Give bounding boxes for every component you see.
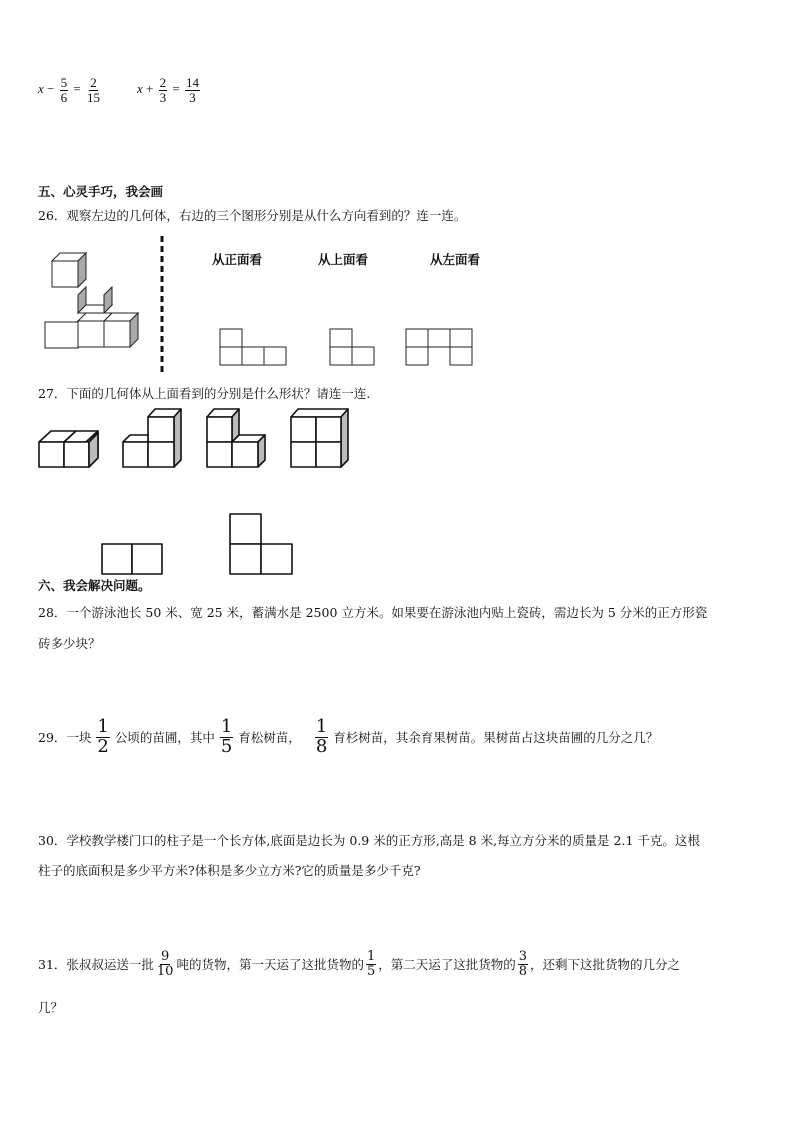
top-view-l-shape [230,514,292,574]
section-5-title: 五、心灵手巧，我会画 [38,184,164,199]
fraction: $\frac{5}{6}$ [60,75,68,105]
question-26: 26．观察左边的几何体，右边的三个图形分别是从什么方向看到的？连一连。 [38,208,467,223]
question-28-line-1: 28．一个游泳池长 50 米、宽 25 米，蓄满水是 2500 立方米。如果要在游泳池内贴上瓷砖，需边长为 5 分米的正方形瓷 [38,605,708,620]
fraction: $\frac{2}{3}$ [159,75,167,105]
question-30-line-2: 柱子的底面积是多少平方米?体积是多少立方米?它的质量是多少千克? [38,863,421,878]
question-30-line-1: 30．学校教学楼门口的柱子是一个长方体,底面是边长为 0.9 米的正方形,高是 8 米,每立方分米的质量是 2.1 千克。这根 [38,833,700,848]
view-label-front: 从正面看 [212,252,263,267]
fraction: $\frac{9}{10}$ [156,949,174,979]
geometric-solid [45,253,138,348]
q27-figure [36,404,376,584]
equation-2: x + $\frac{2}{3}$ = $\frac{14}{3}$ [137,75,199,105]
equation-1: x − $\frac{5}{6}$ = $\frac{2}{15}$ [38,75,100,105]
fraction: $\frac{14}{3}$ [185,75,199,105]
fraction: $\frac{3}{8}$ [518,949,528,979]
fraction: $\frac{1}{5}$ [366,949,376,979]
solid-2 [123,409,181,467]
top-view-shape [330,329,374,365]
question-27: 27．下面的几何体从上面看到的分别是什么形状？请连一连. [38,386,371,401]
fraction: $\frac{1}{2}$ [97,716,109,757]
fraction: $\frac{2}{15}$ [86,75,100,105]
solid-1 [39,431,98,467]
section-6-title: 六、我会解决问题。 [38,578,151,593]
front-view-shape [220,329,286,365]
left-view-shape [406,329,472,365]
question-28-line-2: 砖多少块？ [38,636,101,651]
top-view-two-squares [102,544,162,574]
question-31-line-2: 几？ [38,1000,64,1015]
view-label-top: 从上面看 [318,252,369,267]
fraction: $\frac{1}{5}$ [220,716,233,757]
question-29: 29．一块 $\frac{1}{2}$ 公顷的苗圃，其中 $\frac{1}{5}$ 育松树苗， $\frac{1}{8}$ 育杉树苗，其余育果树苗。果树苗占这块苗圃的几分之几？ [38,716,659,757]
view-label-left: 从左面看 [430,252,481,267]
solid-3 [207,409,265,467]
solid-4 [291,409,348,467]
question-31: 31．张叔叔运送一批 $\frac{9}{10}$ 吨的货物，第一天运了这批货物的 $\frac{1}{5}$ ，第二天运了这批货物的 $\frac{3}{8}$ ，还剩下这批货物的几分之 [38,949,681,979]
fraction: $\frac{1}{8}$ [315,716,328,757]
